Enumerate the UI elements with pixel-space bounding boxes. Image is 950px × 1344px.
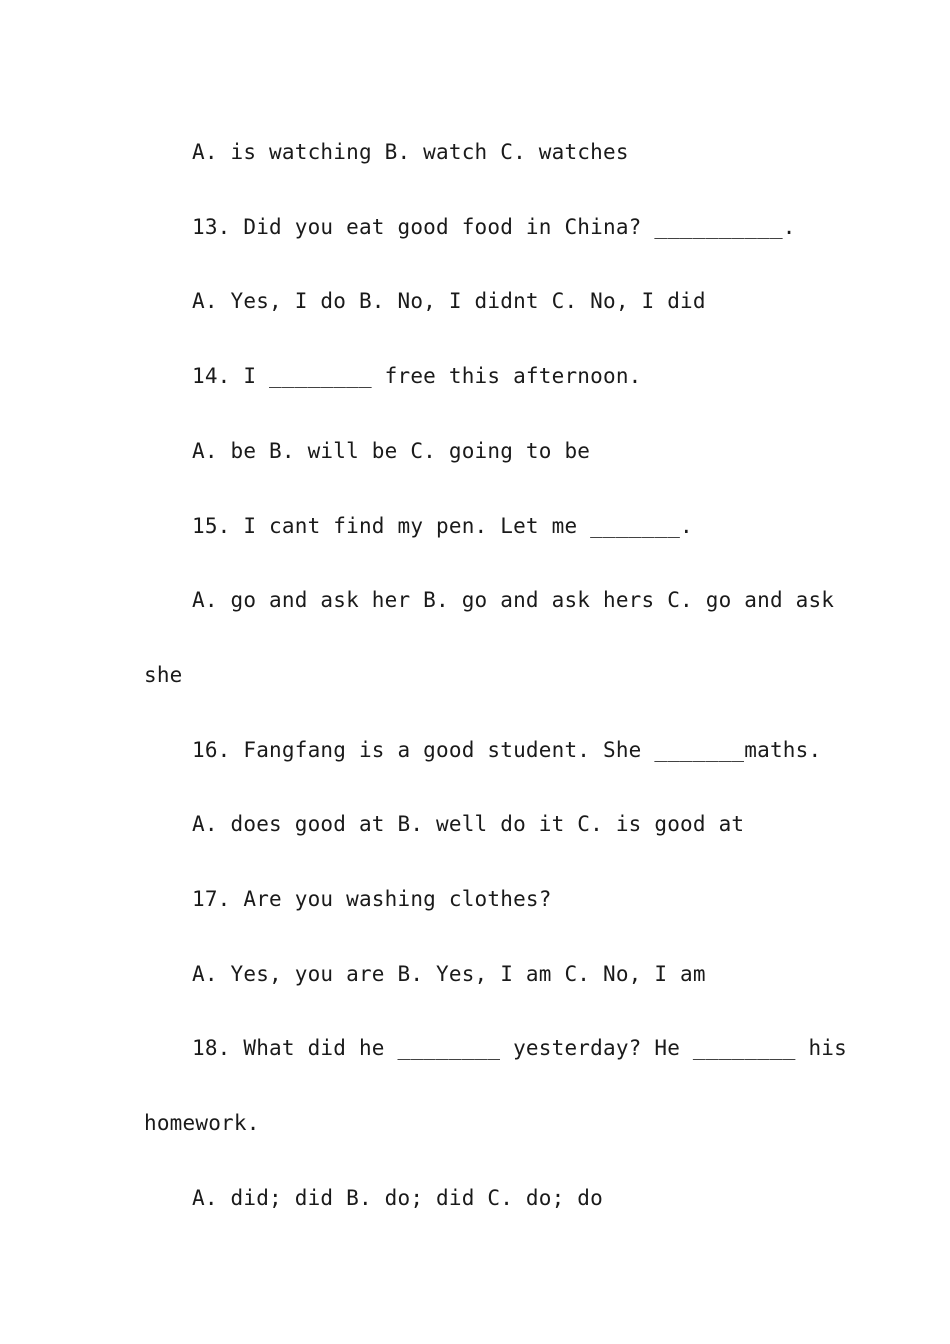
q18-question-continued: homework. [144,1111,260,1135]
q14-question: 14. I ________ free this afternoon. [192,364,642,388]
q12-options: A. is watching B. watch C. watches [192,140,629,164]
q13-options: A. Yes, I do B. No, I didnt C. No, I did [192,289,706,313]
q16-options: A. does good at B. well do it C. is good at [192,812,745,836]
q14-options: A. be B. will be C. going to be [192,439,591,463]
q18-options: A. did; did B. do; did C. do; do [192,1186,603,1210]
q16-question: 16. Fangfang is a good student. She _______maths. [192,738,822,762]
q15-options-continued: she [144,663,183,687]
q17-options: A. Yes, you are B. Yes, I am C. No, I am [192,962,706,986]
q17-question: 17. Are you washing clothes? [192,887,552,911]
q13-question: 13. Did you eat good food in China? __________. [192,215,796,239]
q15-question: 15. I cant find my pen. Let me _______. [192,514,693,538]
q18-question: 18. What did he ________ yesterday? He ________ his [192,1036,847,1060]
q15-options: A. go and ask her B. go and ask hers C. go and ask [192,588,835,612]
